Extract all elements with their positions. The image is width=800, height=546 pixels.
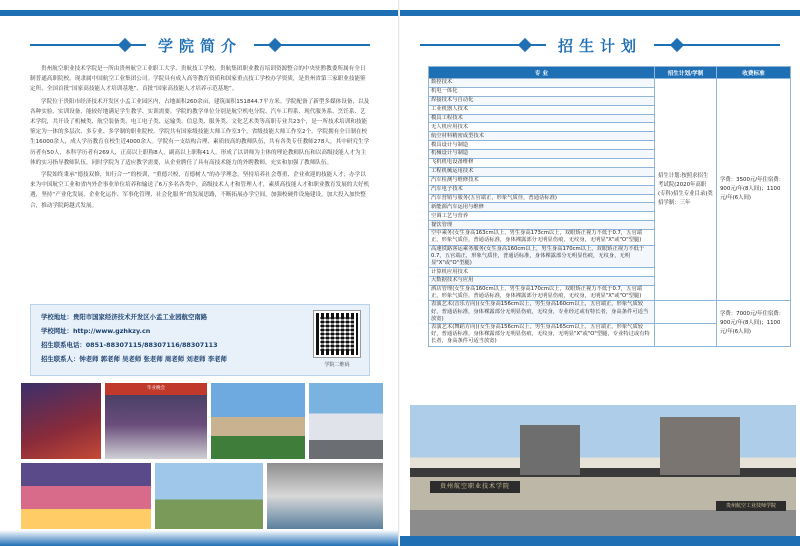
top-decor-strip [0,10,400,16]
table-row [429,301,791,324]
major-name: 汽车营销与服务(五官端正，形象气质佳，普通话标准) [429,194,655,203]
header-fee: 收费标准 [717,67,791,79]
plan-title-bar [400,34,800,56]
major-name: 数控技术 [429,79,655,88]
plan-cell: 招生计划:按照求招生考试院(2020年高职(专科)招生专业目录)类招学制：三年 [655,79,717,301]
major-name: 模具工程技术 [429,114,655,123]
qr-caption: 学院二维码 [324,362,350,368]
major-name: 空中乘务(女生身高163cm以上，男生身高173cm以上，双眼矫正视力不低于0.7，五官端正，形象气质佳，普通话标准，身体裸露部分无明显伤痕，无纹身，无明显"X"或"O"型腿) [429,230,655,245]
building-left [520,425,580,475]
photo-athletics [154,462,264,530]
major-name: 表演艺术(音乐方向)(女生身高156cm以上，男生身高160cm以上，五官端正，形象气质较好，普通话标准，身体裸露部分无明显伤痕，无纹身，专业经过或有特长者，身高条件可适当放宽) [429,301,655,324]
campus-gate-photo [410,405,796,536]
header-plan: 招生计划/学制 [655,67,717,79]
photo-gala [104,382,208,460]
gate-sign: 贵州航空职业技术学院 [430,481,520,493]
table-row [429,79,791,88]
photo-sports-field [210,382,306,460]
table-header-row [429,67,791,79]
major-name: 模具设计与制造 [429,141,655,150]
major-name: 焊接技术与自动化 [429,96,655,105]
fee-cell-arts: 学费：7000元/年住宿费：900元/年(8人间)；1100元/年(6人间) [717,301,791,346]
intro-text [30,64,370,213]
major-name: 表演艺术(舞蹈方向)(女生身高156cm以上，男生身高165cm以上，五官端正，形象气质较好，普通话标准，身体裸露部分无明显伤痕，无纹身，无明显"X"或"O"型腿，专业特过或有特长者，身高条件可适当放宽) [429,323,655,346]
major-name: 高速铁路客运乘务服务(女生身高160cm以上，男生身高170cm以上，双眼矫正视力不低于0.7，五官端正，形象气质佳，普通话标准，身体裸露部分无明显伤痕，无纹身，无明显"X"或"O"型腿) [429,245,655,268]
intro-paragraph: 学院位于贵阳市经济技术开发区小孟工业园区内，占地面积260余亩，建筑面积151844.7平方米。学院配备了新型多媒体设备，以及各种实验、实训设备，能较好地满足学生教学、实训需要。学院的教学单位分别是航空机电分院、汽车工程系、现代服务系、烹饪系、艺术学院，共开设了机械类、航空装备类、电工电子类、运输类、信息类、服务类、文化艺术类等高职专业共23个，是一所技术培训和技能鉴定为一体的多层次、多专业、多学制的职业院校。学院共有国家级技能大师工作室3个，省级技能大师工作室2个。学院拥有全日制在校生16000余人，成人学历教育在校生近4000余人。学院有一支结构合理、素质较高的教师队伍，共有各类专任教师278人，其中研究生学历者有50人，本科学历者有269人，正高以上职称8人，副高以上职称41人。形成了以讲师为主体的理论教师队伍和以高级技能人才为主体的实习指导教师队伍，同时学院为了适应教学需要，从企业聘任了具有高技术能力的外聘教师，充实和加强了教师队伍。 [30,98,370,166]
intro-paragraph: 学院始终秉承“德技双修，知行合一”的校训，“重德兴校，育德树人”的办学理念，坚持培养社会尊重、企业欢迎的技能人才；办学以来为中国航空工业和省内外企事业单位培养和输送了6万多名各类中、高级技术人才和管理人才，素质高技能人才和职业教育发展的大好机遇，坚持“产业化发展、企业化运作、军事化管理、社会化服务”的发展思路，不断拓展办学空间，加强校硬件设施建设，加大投入加快整合，推动学院跨越式发展。 [30,172,370,209]
major-name: 飞机机电设备维修 [429,159,655,168]
gate-sign-small: 贵州航空工业技师学院 [716,501,786,511]
intro-title: 学院简介 [146,35,254,56]
building-right [660,417,740,475]
major-name: 酒店管理(女生身高160cm以上，男生身高170cm以上，双眼矫正视力不低于0.7，五官端正，形象气质佳，普通话标准，身体裸露部分无明显伤痕，无纹身，无明显"X"或"O"型腿) [429,285,655,300]
plan-cell-arts [655,301,717,324]
intro-title-bar [0,34,400,56]
bottom-decor-left [0,530,400,546]
admission-plan-table [428,66,791,347]
major-name: 计算机应用技术 [429,268,655,277]
major-name: 无人机应用技术 [429,123,655,132]
bottom-decor-right [400,536,800,546]
admission-phone: 招生联系电话：0851-88307115/88307116/88307113 [41,341,218,349]
major-name: 汽车检测与维修技术 [429,176,655,185]
admission-contacts: 招生联系人：钟老师 郭老师 吴老师 张老师 周老师 刘老师 李老师 [41,355,227,363]
major-name: 新能源汽车运用与维修 [429,203,655,212]
major-name: 汽车电子技术 [429,185,655,194]
header-major: 专 业 [429,67,655,79]
photo-workshop [266,462,384,530]
major-name: 餐饮管理 [429,221,655,230]
top-decor-strip-right [400,10,800,16]
major-name: 大数据技术与应用 [429,277,655,286]
intro-paragraph: 贵州航空职业技术学院是一所由贵州航空工业职工大学、贵航技工学校、贵航集团职业教育培训资源整合的中央驻黔教委所属有全日制普通高职院校。现隶属中国航空工业集团公司。学院具有成人高等教育资质和国家重点技工学校办学资质，是贵州省第三家职业技能鉴定所、全国首批“国家高技能人才培训基地”、首批“国家高技能人才培养示范基地”。 [30,66,366,93]
school-address: 学校地址：贵阳市国家经济技术开发区小孟工业园航空南路 [41,313,208,321]
major-name: 机械设计与制造 [429,150,655,159]
major-name: 航空材料精密成型技术 [429,132,655,141]
qr-code-icon [314,311,360,357]
gala-banner: 毕业晚会 [105,383,207,395]
plan-title: 招生计划 [546,35,654,56]
major-name: 机电一体化 [429,87,655,96]
major-name: 空调工艺与营养 [429,212,655,221]
photo-campus-event [308,382,384,460]
photo-dance [20,462,152,530]
photo-performance [20,382,102,460]
major-name: 工程机械运用技术 [429,167,655,176]
contact-box [30,304,370,376]
fee-cell-standard: 学费：3500元/年住宿费：900元/年(8人间)；1100元/年(6人间) [717,79,791,301]
plan-cell-arts-2 [655,323,717,346]
major-name: 工业机器人技术 [429,105,655,114]
school-website[interactable]: 学校网址：http://www.gzhkzy.cn [41,327,151,335]
